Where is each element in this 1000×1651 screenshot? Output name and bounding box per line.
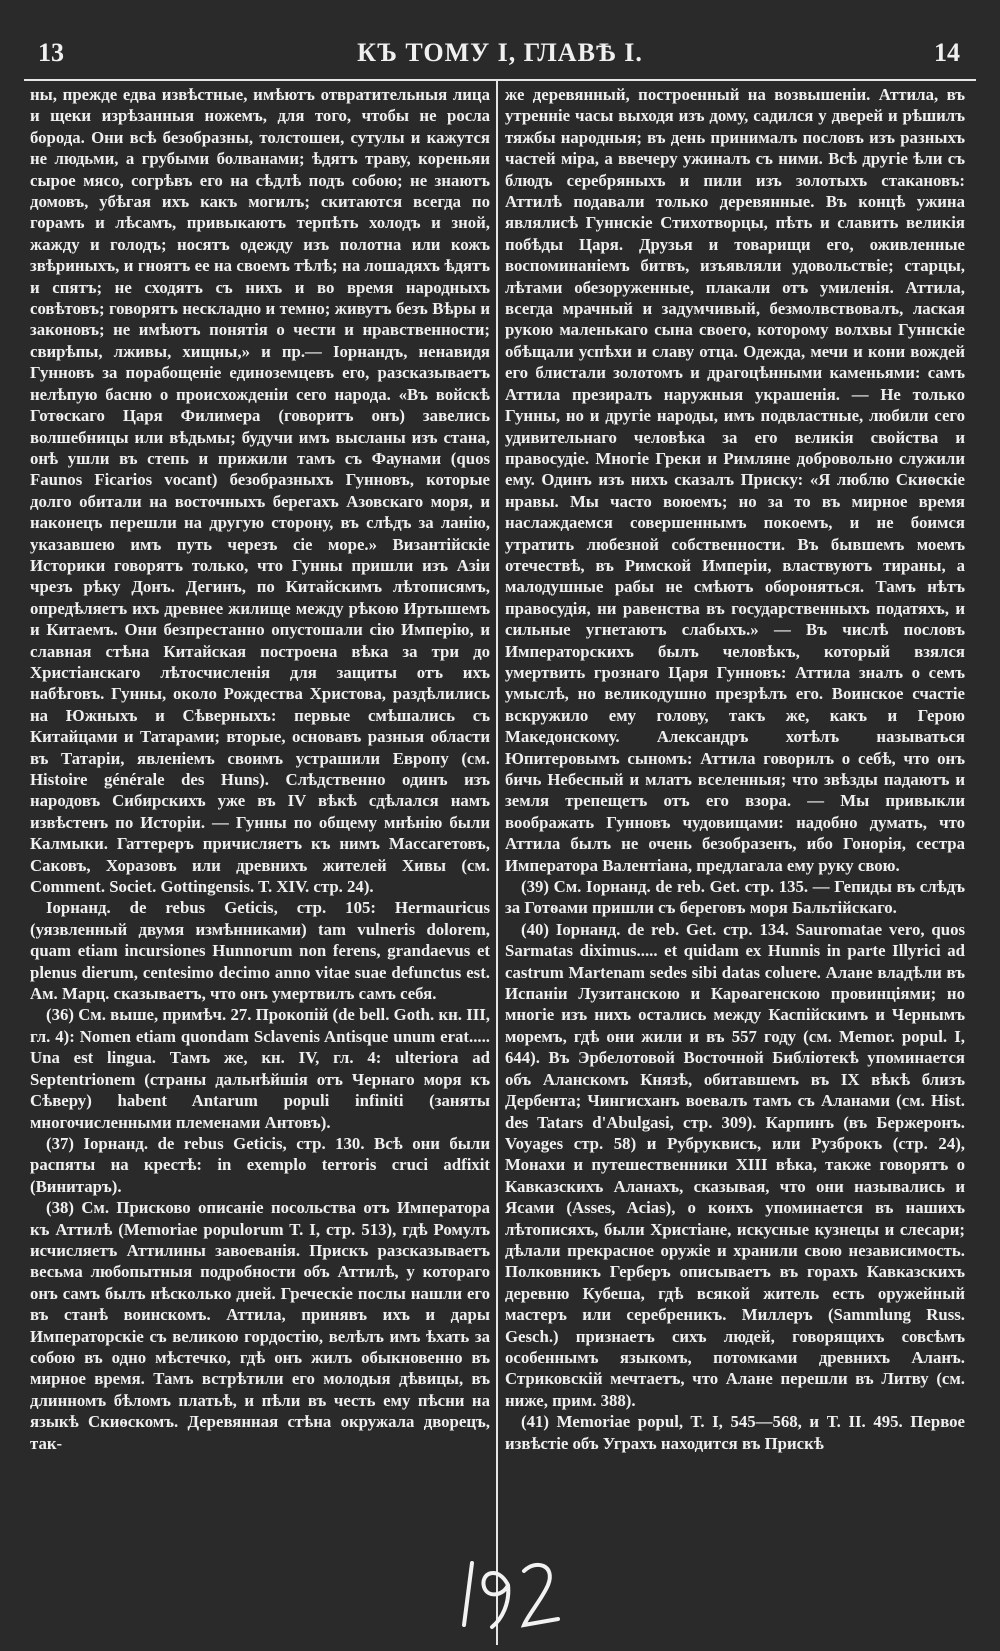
paragraph: (37) Іорнанд. de rebus Geticis, стр. 130. Всѣ они были распяты на крестѣ: in exemplo terroris cruci adfixit (Винитаръ). [30, 1133, 490, 1196]
paragraph: Іорнанд. de rebus Geticis, стр. 105: Hermauricus (уязвленный двумя измѣнниками) tam vulneris dolorem, quam etiam incursiones Hunnorum non ferens, grandaevus et plenus dierum, centesimo decimo anno vitae suae defunctus est. Ам. Марц. сказываетъ, что онъ умертвилъ самъ себя. [30, 898, 490, 1004]
left-column [30, 84, 490, 1484]
paragraph: (38) См. Присково описаніе посольства отъ Императора къ Аттилѣ (Memoriae populorum T. I, стр. 513), гдѣ Ромулъ исчисляетъ Аттилины завоеванія. Прискъ разсказываетъ весьма любопытныя подробности объ Аттилѣ, у котораго онъ самъ былъ нѣсколько дней. Греческіе послы нашли его въ станѣ воинскомъ. Аттила, принявъ ихъ и дары Императорскіе съ великою гордостію, велѣлъ имъ ѣхать за собою въ одно мѣстечко, гдѣ онъ жилъ обыкновенно въ мирное время. Тамъ встрѣтили его молодыя дѣвицы, въ длинномъ бѣломъ платьѣ, и пѣли въ честь ему пѣсни на языкѣ Скиѳскомъ. Деревянная стѣна окружала дворецъ, так- [30, 1198, 490, 1453]
handwritten-192-drawing [458, 1555, 568, 1635]
page-number-left: 13 [38, 38, 64, 67]
header-rule [24, 79, 976, 81]
paragraph: (36) См. выше, примѣч. 27. Прокопій (de bell. Goth. кн. III, гл. 4): Nomen etiam quondam Sclavenis Antisque unum erat..... Una est lingua. Тамъ же, кн. IV, гл. 4: ulteriora ad Septentrionem (страны дальнѣйшія отъ Чернаго моря къ Сѣверу) habent Antarum populi infiniti (заняты многочисленными племенами Антовъ). [30, 1005, 490, 1132]
paragraph: ны, прежде едва извѣстные, имѣютъ отвратительныя лица и щеки изрѣзанныя ножемъ, для того, чтобы не росла борода. Они всѣ безобразны, толстошеи, сутулы и кажутся не людьми, а грубыми болванами; ѣдятъ траву, кореньяи сырое мясо, согрѣвъ его на сѣдлѣ подъ собою; не знаютъ домовъ, убѣгая ихъ какъ могилъ; скитаются всегда по горамъ и лѣсамъ, привыкаютъ терпѣть холодъ и зной, жажду и голодъ; носятъ одежду изъ полотна или кожъ звѣриныхъ, и гноятъ ее на своемъ тѣлѣ; на лошадяхъ ѣдятъ и спятъ; не сходятъ съ нихъ и во время народныхъ совѣтовъ; говорятъ нескладно и темно; живутъ безъ Вѣры и законовъ; не имѣютъ понятія о чести и нравственности; свирѣпы, лживы, хищны,» и пр.— Іорнандъ, ненавидя Гунновъ за порабощеніе единоземцевъ его, разсказываетъ нелѣпую басню о происхожденіи сего народа. «Въ войскѣ Готѳскаго Царя Филимера (говоритъ онъ) завелись волшебницы или вѣдьмы; будучи имъ высланы изъ стана, онѣ ушли въ степь и прижили тамъ съ Фаунами (quos Faunos Ficarios vocant) безобразныхъ Гунновъ, которые долго обитали на восточныхъ берегахъ Азовскаго моря, и наконецъ перешли на другую сторону, въ слѣдъ за ланію, указавшею имъ путь черезъ сіе море.» Византійскіе Историки говорятъ только, что Гунны пришли изъ Азіи чрезъ рѣку Донъ. Дегинъ, по Китайскимъ лѣтописямъ, опредѣляетъ ихъ древнее жилище между рѣкою Иртышемъ и Китаемъ. Они безпрестанно опустошали сію Имперію, и славная стѣна Китайская построена вѣка за три до Христіанскаго лѣтосчисленія для защиты отъ ихъ набѣговъ. Гунны, около Рождества Христова, раздѣлились на Южныхъ и Сѣверныхъ: первые смѣшались съ Китайцами и Татарами; вторые, основавъ разныя области въ Татаріи, явленіемъ своимъ устрашили Европу (см. Histoire générale des Huns). Слѣдственно одинъ изъ народовъ Сибирскихъ уже въ IV вѣкѣ сдѣлался намъ извѣстенъ по Исторіи. — Гунны по общему мнѣнію были Калмыки. Гаттереръ причисляетъ къ нимъ Массагетовъ, Саковъ, Хоразовъ или древнихъ жителей Хивы (см. Comment. Societ. Gottingensis. T. XIV. стр. 24). [30, 85, 490, 897]
paragraph: же деревянный, построенный на возвышеніи. Аттила, въ утренніе часы выходя изъ дому, садился у дверей и рѣшилъ тяжбы народныя; въ день принималъ пословъ изъ разныхъ частей міра, а ввечеру ужиналъ съ ними. Всѣ другіе ѣли съ блюдъ серебряныхъ и пили изъ золотыхъ стакановъ: Аттилѣ подавали только деревянные. Въ концѣ ужина являлисѣ Гуннскіе Стихотворцы, пѣть и славить великія побѣды Царя. Друзья и товарищи его, оживленные воспоминаніемъ битвъ, изъявляли удовольствіе; старцы, лѣтами обезоруженные, плакали отъ умиленія. Аттила, всегда мрачный и задумчивый, безмолвствовалъ, лаская рукою маленькаго сына своего, которому волхвы Гуннскіе обѣщали успѣхи и славу отца. Одежда, мечи и кони вождей его блистали золотомъ и драгоцѣнными каменьями: самъ Аттила презиралъ наружныя украшенія. — Не только Гунны, но и другіе народы, имъ подвластные, любили сего удивительнаго человѣка за его великія свойства и правосудіе. Многіе Греки и Римляне добровольно служили ему. Одинъ изъ нихъ сказалъ Приску: «Я люблю Скиѳскіе нравы. Мы часто воюемъ; но за то въ мирное время наслаждаемся совершеннымъ покоемъ, и не боимся утратить любезной собственности. Въ бывшемъ моемъ отечествѣ, въ Римской Имперіи, властвуютъ тираны, а малодушные рабы не смѣютъ обороняться. Тамъ нѣтъ правосудія, ни равенства въ государственныхъ податяхъ, и сильные угнетаютъ слабыхъ.» — Въ числѣ пословъ Императорскихъ былъ человѣкъ, который взялся умертвить грознаго Царя Гунновъ: Аттила зналъ о семъ умыслѣ, но великодушно презрѣлъ его. Воинское счастіе вскружило ему голову, такъ же, какъ и Герою Македонскому. Александръ хотѣлъ называться Юпитеровымъ сыномъ: Аттила говорилъ о себѣ, что онъ бичь Небесный и млатъ вселенныя; что звѣзды падаютъ и земля трепещетъ отъ его взора. — Мы привыкли воображать Гунновъ чудовищами: надобно думать, что Аттила былъ не очень безобразенъ, ибо Гонорія, сестра Императора Валентіана, предлагала ему руку свою. [505, 85, 965, 875]
running-header [0, 38, 1000, 74]
running-title: КЪ ТОМУ I, ГЛАВѢ I. [357, 38, 643, 67]
paragraph: (40) Іорнанд. de reb. Get. стр. 134. Sauromatae vero, quos Sarmatas diximus..... et quidam ex Hunnis in parte Illyrici ad castrum Martenam sedes sibi datas coluere. Алане владѣли въ Испаніи Лузитанскою и Карѳагенскою провинціями; но многіе изъ нихъ остались между Каспійскимъ и Чернымъ моремъ, гдѣ они жили и въ 557 году (см. Memor. popul. I, 644). Въ Эрбелотовой Восточной Библіотекѣ упоминается объ Аланскомъ Князѣ, обитавшемъ въ IX вѣкѣ близъ Дербента; Чингисханъ воевалъ тамъ съ Аланами (см. Hist. des Tatars d'Abulgasi, стр. 309). Карпинъ (въ Бержеронъ. Voyages стр. 58) и Рубруквисъ, или Рузброкъ (стр. 24), Монахи и путешественники XIII вѣка, также говорятъ о Кавказскихъ Аланахъ, сказывая, что они назывались и Ясами (Asses, Acias), о коихъ упоминается въ нашихъ лѣтописяхъ, были Христіане, искусные кузнецы и слесари; дѣлали прекрасное оружіе и хранили свою независимость. Полковникъ Герберъ описываетъ въ горахъ Кавказскихъ деревню Кубеша, гдѣ всякой житель есть оружейный мастеръ или серебреникъ. Миллеръ (Sammlung Russ. Gesch.) признаетъ сихъ людей, говорящихъ совсѣмъ особеннымъ языкомъ, потомками древнихъ Аланъ. Стриковскій мечтаетъ, что Алане перешли въ Литву (см. ниже, прим. 388). [505, 919, 965, 1410]
column-divider [496, 80, 498, 1645]
paragraph: (41) Memoriae popul, T. I, 545—568, и T. II. 495. Первое извѣстіе объ Уграхъ находится въ Прискѣ [505, 1412, 965, 1453]
right-column [505, 84, 965, 1484]
handwritten-folio-number [458, 1555, 568, 1635]
page-number-right: 14 [934, 38, 960, 67]
paragraph: (39) См. Іорнанд. de reb. Get. стр. 135. — Гепиды въ слѣдъ за Готѳами пришли съ береговъ моря Бальтійскаго. [505, 877, 965, 918]
